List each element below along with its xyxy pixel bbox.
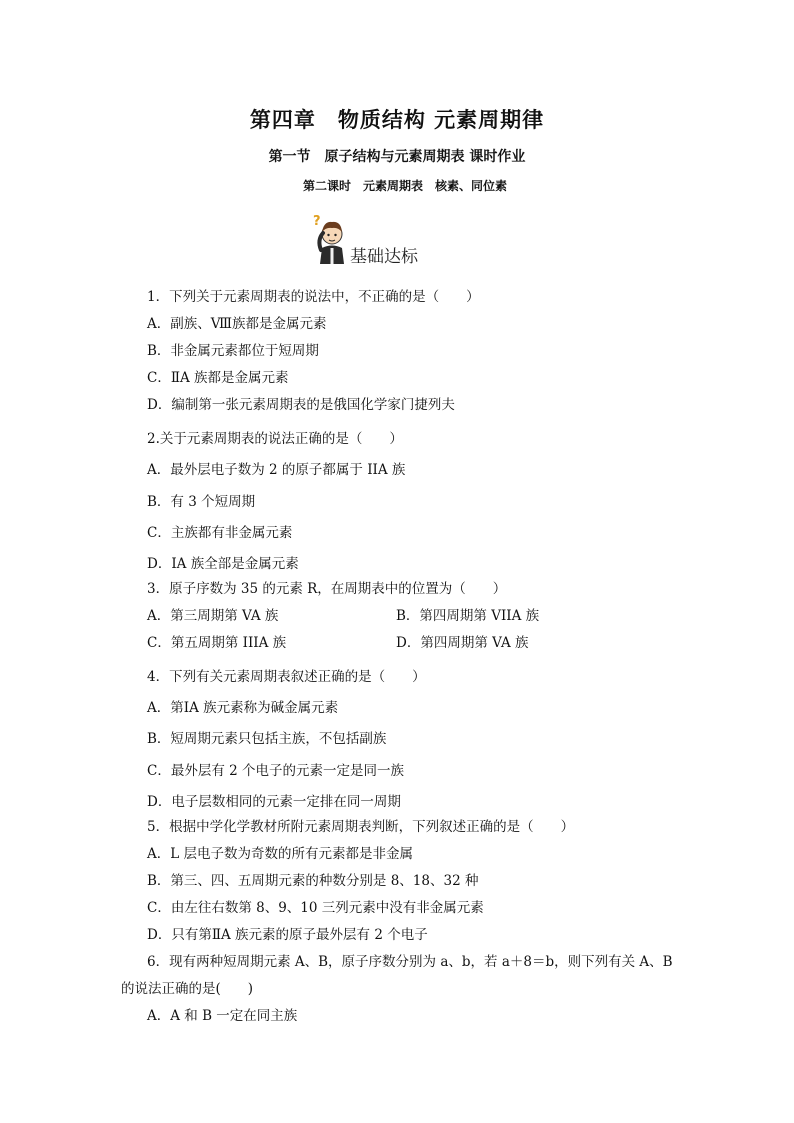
option: B．有 3 个短周期: [147, 494, 256, 510]
question-stem: 6．现有两种短周期元素 A、B，原子序数分别为 a、b，若 a＋8＝b，则下列有关 A、B: [147, 954, 673, 970]
option: B．非金属元素都位于短周期: [147, 343, 319, 359]
question-stem: 5．根据中学化学教材所附元素周期表判断，下列叙述正确的是（ ）: [147, 819, 575, 835]
option: A．第ⅠA 族元素称为碱金属元素: [147, 700, 339, 716]
option: C．ⅡA 族都是金属元素: [147, 370, 289, 386]
page-subtitle: 第一节 原子结构与元素周期表 课时作业: [268, 149, 526, 165]
lesson-title: 第二课时 元素周期表 核素、同位素: [303, 179, 508, 193]
question-stem: 1．下列关于元素周期表的说法中，不正确的是（ ）: [147, 289, 480, 305]
option: D．IA 族全部是金属元素: [147, 556, 299, 572]
student-question-icon: [310, 212, 354, 264]
option: B．第三、四、五周期元素的种数分别是 8、18、32 种: [147, 873, 479, 889]
option: C．由左往右数第 8、9、10 三列元素中没有非金属元素: [147, 900, 484, 916]
option: D．电子层数相同的元素一定排在同一周期: [147, 794, 401, 810]
option: C．主族都有非金属元素: [147, 525, 293, 541]
option: A．L 层电子数为奇数的所有元素都是非金属: [147, 846, 414, 862]
svg-text:?: ?: [313, 214, 321, 229]
question-stem: 4．下列有关元素周期表叙述正确的是（ ）: [147, 669, 426, 685]
option: D．编制第一张元素周期表的是俄国化学家门捷列夫: [147, 397, 455, 413]
option: C．第五周期第 IIIA 族: [147, 635, 287, 651]
question-stem-continued: 的说法正确的是( ): [121, 981, 254, 997]
question-stem: 2.关于元素周期表的说法正确的是（ ）: [147, 431, 403, 447]
option: A．第三周期第 VA 族: [147, 608, 279, 624]
option: A．A 和 B 一定在同主族: [147, 1008, 298, 1024]
option: B．第四周期第 VIIA 族: [396, 608, 540, 624]
page-title: 第四章 物质结构 元素周期律: [249, 107, 545, 132]
question-stem: 3．原子序数为 35 的元素 R，在周期表中的位置为（ ）: [147, 581, 507, 597]
option: C．最外层有 2 个电子的元素一定是同一族: [147, 763, 405, 779]
banner-label: 基础达标: [350, 247, 418, 267]
option: D．只有第ⅡA 族元素的原子最外层有 2 个电子: [147, 927, 428, 943]
option: A．最外层电子数为 2 的原子都属于 IIA 族: [147, 462, 406, 478]
option: D．第四周期第 VA 族: [396, 635, 529, 651]
option: B．短周期元素只包括主族，不包括副族: [147, 731, 387, 747]
option: A．副族、Ⅷ族都是金属元素: [147, 316, 327, 332]
